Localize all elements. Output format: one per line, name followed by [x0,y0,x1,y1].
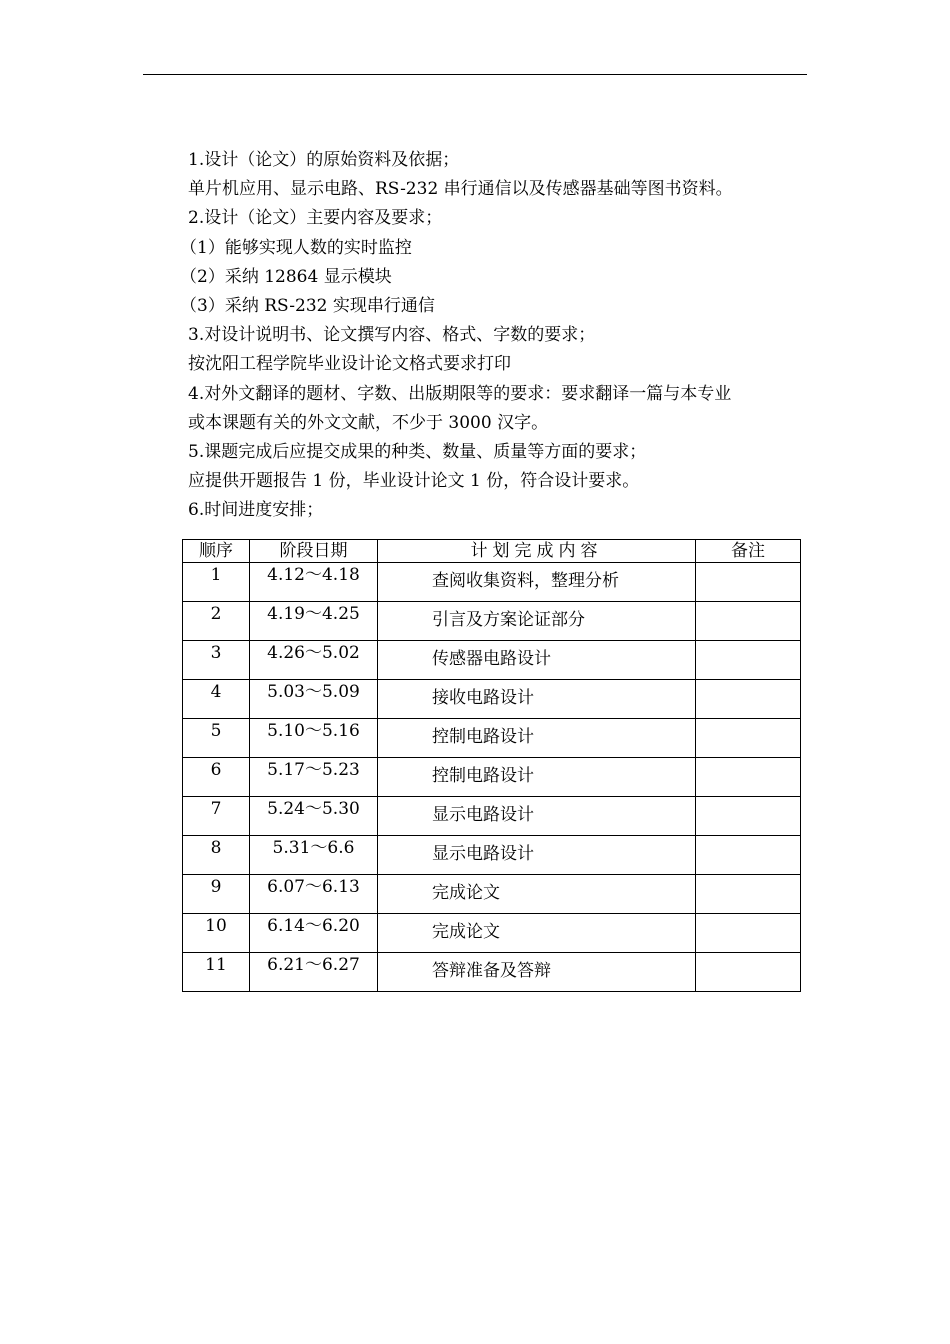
table-row [183,641,801,680]
row-note [696,758,801,797]
row-date: 5.31～6.6 [250,836,378,875]
row-date: 5.17～5.23 [250,758,378,797]
table-row [183,680,801,719]
requirement-item-2: （2）采纳 12864 显示模块 [180,266,392,287]
row-date: 6.21～6.27 [250,953,378,992]
deliverables-text: 应提供开题报告 1 份，毕业设计论文 1 份，符合设计要求。 [188,471,640,492]
row-number: 10 [183,914,250,953]
row-task: 接收电路设计 [378,680,696,719]
row-date: 4.26～5.02 [250,641,378,680]
table-header-row [183,540,801,563]
table-row [183,836,801,875]
row-note [696,836,801,875]
table-row [183,914,801,953]
header-date: 阶段日期 [250,540,378,563]
row-number: 4 [183,680,250,719]
row-number: 5 [183,719,250,758]
row-task: 显示电路设计 [378,797,696,836]
row-note [696,875,801,914]
row-note [696,914,801,953]
format-requirements-text: 按沈阳工程学院毕业设计论文格式要求打印 [188,354,511,375]
row-number: 2 [183,602,250,641]
row-note [696,680,801,719]
heading-schedule: 6.时间进度安排； [188,500,324,521]
row-number: 7 [183,797,250,836]
row-date: 4.12～4.18 [250,563,378,602]
translation-requirements-text: 或本课题有关的外文文献，不少于 3000 汉字。 [188,412,549,433]
requirement-item-1: （1）能够实现人数的实时监控 [180,237,412,258]
heading-translation-requirements: 4.对外文翻译的题材、字数、出版期限等的要求：要求翻译一篇与本专业 [188,383,732,404]
row-note [696,602,801,641]
table-row [183,797,801,836]
heading-source-materials: 1.设计（论文）的原始资料及依据； [188,150,460,170]
row-task: 显示电路设计 [378,836,696,875]
row-task: 完成论文 [378,875,696,914]
row-date: 5.24～5.30 [250,797,378,836]
requirement-item-3: （3）采纳 RS-232 实现串行通信 [180,296,435,317]
row-number: 9 [183,875,250,914]
table-row [183,563,801,602]
row-note [696,719,801,758]
row-date: 6.14～6.20 [250,914,378,953]
row-task: 完成论文 [378,914,696,953]
row-task: 控制电路设计 [378,758,696,797]
table-row [183,953,801,992]
table-row [183,875,801,914]
row-task: 引言及方案论证部分 [378,602,696,641]
row-number: 6 [183,758,250,797]
row-task: 答辩准备及答辩 [378,953,696,992]
requirements-text [180,146,813,526]
row-note [696,797,801,836]
row-task: 查阅收集资料，整理分析 [378,563,696,602]
row-number: 8 [183,836,250,875]
header-order: 顺序 [183,540,250,563]
row-date: 5.03～5.09 [250,680,378,719]
row-number: 3 [183,641,250,680]
source-materials-text: 单片机应用、显示电路、RS-232 串行通信以及传感器基础等图书资料。 [188,179,733,200]
row-task: 传感器电路设计 [378,641,696,680]
row-date: 6.07～6.13 [250,875,378,914]
header-plan: 计划完成内容 [378,540,696,563]
row-note [696,641,801,680]
row-number: 11 [183,953,250,992]
row-note [696,953,801,992]
row-date: 4.19～4.25 [250,602,378,641]
table-row [183,602,801,641]
row-date: 5.10～5.16 [250,719,378,758]
table-row [183,758,801,797]
table-row [183,719,801,758]
row-task: 控制电路设计 [378,719,696,758]
header-rule [143,74,807,75]
schedule-table [182,539,801,992]
row-note [696,563,801,602]
row-number: 1 [183,563,250,602]
heading-format-requirements: 3.对设计说明书、论文撰写内容、格式、字数的要求； [188,325,596,346]
heading-deliverables: 5.课题完成后应提交成果的种类、数量、质量等方面的要求； [188,442,647,463]
heading-main-content: 2.设计（论文）主要内容及要求； [188,208,443,229]
header-notes: 备注 [696,540,801,563]
